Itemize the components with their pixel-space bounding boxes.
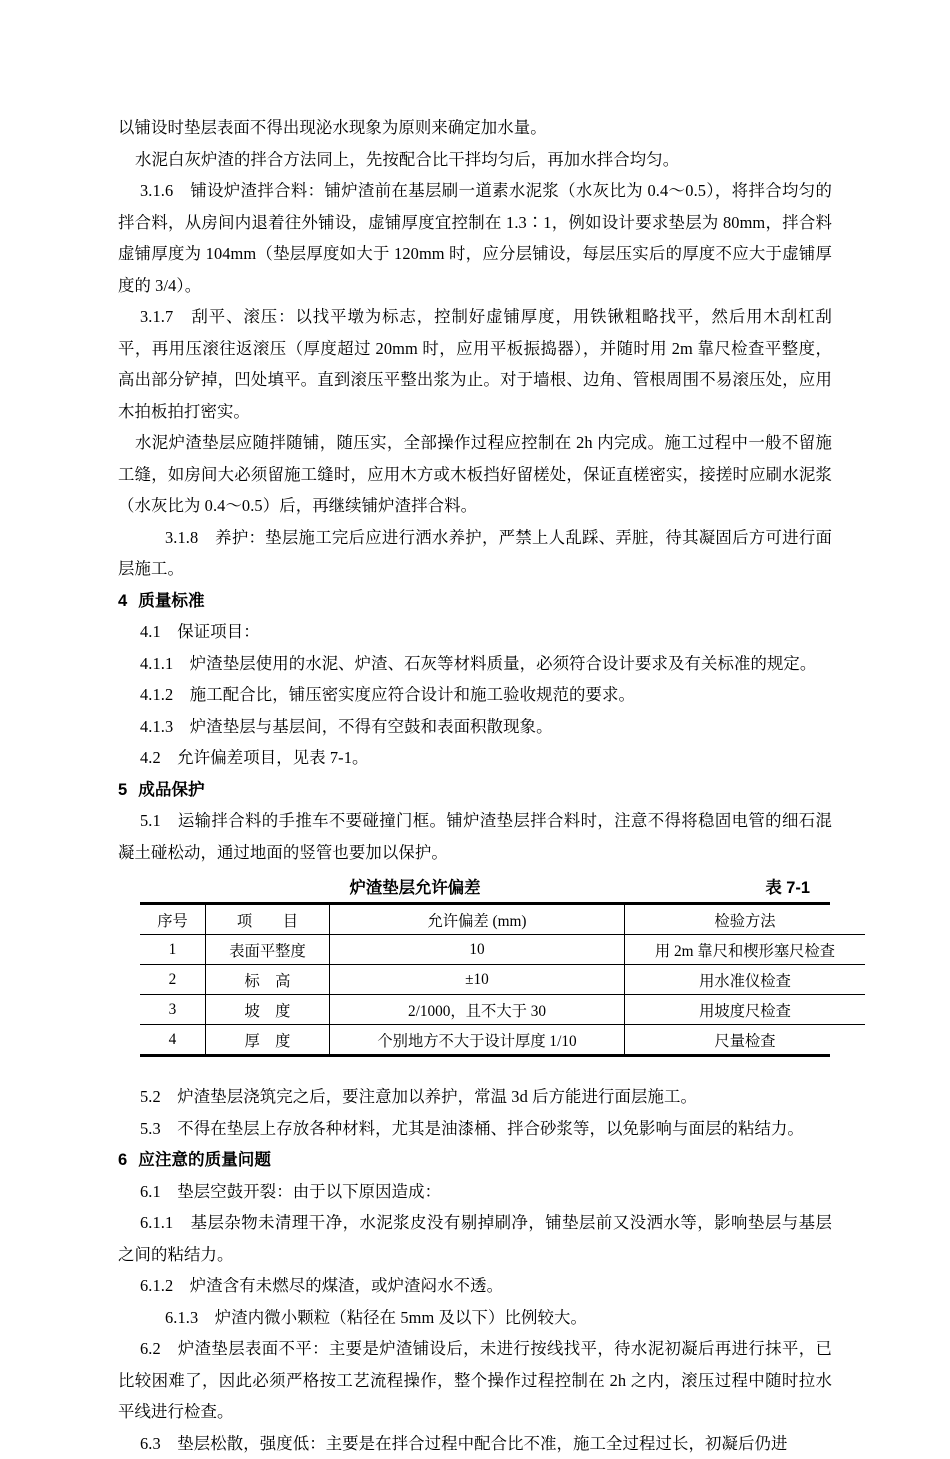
heading-product-protection — [118, 774, 832, 806]
heading-number: 4 — [118, 591, 127, 610]
cell-method: 用 2m 靠尺和楔形塞尺检查 — [625, 935, 866, 965]
cell-item: 坡 度 — [206, 995, 330, 1025]
column-header-method: 检验方法 — [625, 905, 866, 935]
document-content — [118, 112, 832, 1459]
paragraph-6-1: 6.1 垫层空鼓开裂：由于以下原因造成： — [118, 1176, 832, 1208]
cell-item: 表面平整度 — [206, 935, 330, 965]
cell-method: 尺量检查 — [625, 1025, 866, 1055]
paragraph-6-2: 6.2 炉渣垫层表面不平：主要是炉渣铺设后，未进行按线找平，待水泥初凝后再进行抹平，已比较困难了，因此必须严格按工艺流程操作，整个操作过程控制在 2h 之内，滚压过程中随时拉水平线进行检查。 — [118, 1333, 832, 1428]
column-header-deviation: 允许偏差 (mm) — [330, 905, 625, 935]
paragraph-4-1: 4.1 保证项目： — [118, 616, 832, 648]
heading-title: 质量标准 — [138, 591, 204, 610]
heading-title: 应注意的质量问题 — [138, 1150, 271, 1169]
table-row — [140, 995, 865, 1025]
table-row — [140, 1025, 865, 1055]
cell-method: 用水准仪检查 — [625, 965, 866, 995]
cell-deviation: 个别地方不大于设计厚度 1/10 — [330, 1025, 625, 1055]
table-caption — [118, 874, 832, 902]
cell-deviation: 10 — [330, 935, 625, 965]
cell-no: 4 — [140, 1025, 206, 1055]
column-header-item: 项 目 — [206, 905, 330, 935]
cell-deviation: ±10 — [330, 965, 625, 995]
paragraph-6-1-2: 6.1.2 炉渣含有未燃尽的煤渣，或炉渣闷水不透。 — [118, 1270, 832, 1302]
section-issues-paragraphs — [118, 1176, 832, 1459]
heading-number: 5 — [118, 780, 127, 799]
paragraph-3-1-8: 3.1.8 养护：垫层施工完后应进行洒水养护，严禁上人乱踩、弄脏，待其凝固后方可进行面层施工。 — [118, 522, 832, 585]
deviation-table — [140, 905, 865, 1054]
paragraph-3-1-7: 3.1.7 刮平、滚压：以找平墩为标志，控制好虚铺厚度，用铁锹粗略找平，然后用木刮杠刮平，再用压滚往返滚压（厚度超过 20mm 时，应用平板振捣器），并随时用 2m 靠尺检查平整度，高出部分铲掉，凹处填平。直到滚压平整出浆为止。对于墙根、边角、管根周围不易滚压处，应用木拍板拍打密实。 — [118, 301, 832, 427]
column-header-no: 序号 — [140, 905, 206, 935]
paragraph-4-1-1: 4.1.1 炉渣垫层使用的水泥、炉渣、石灰等材料质量，必须符合设计要求及有关标准的规定。 — [118, 648, 832, 680]
paragraph-5-2: 5.2 炉渣垫层浇筑完之后，要注意加以养护，常温 3d 后方能进行面层施工。 — [118, 1081, 832, 1113]
cell-no: 3 — [140, 995, 206, 1025]
cell-item: 厚 度 — [206, 1025, 330, 1055]
cell-no: 2 — [140, 965, 206, 995]
section-quality-paragraphs — [118, 616, 832, 774]
paragraph-5-3: 5.3 不得在垫层上存放各种材料，尤其是油漆桶、拌合砂浆等，以免影响与面层的粘结力。 — [118, 1113, 832, 1145]
table-row — [140, 965, 865, 995]
table-number: 表 7-1 — [765, 874, 810, 898]
paragraph-3-1-6: 3.1.6 铺设炉渣拌合料：铺炉渣前在基层刷一道素水泥浆（水灰比为 0.4～0.5），将拌合均匀的拌合料，从房间内退着往外铺设，虚铺厚度宜控制在 1.3∶1，例如设计要求垫层为 80mm，拌合料虚铺厚度为 104mm（垫层厚度如大于 120mm 时，应分层铺设，每层压实后的厚度不应大于虚铺厚度的 3/4）。 — [118, 175, 832, 301]
paragraph-4-2: 4.2 允许偏差项目，见表 7-1。 — [118, 742, 832, 774]
paragraph-6-1-3: 6.1.3 炉渣内微小颗粒（粘径在 5mm 及以下）比例较大。 — [118, 1302, 832, 1334]
paragraph: 水泥炉渣垫层应随拌随铺，随压实，全部操作过程应控制在 2h 内完成。施工过程中一般不留施工缝，如房间大必须留施工缝时，应用木方或木板挡好留槎处，保证直槎密实，接搓时应刷水泥浆（水灰比为 0.4～0.5）后，再继续铺炉渣拌合料。 — [118, 427, 832, 522]
paragraph-6-3: 6.3 垫层松散，强度低：主要是在拌合过程中配合比不准，施工全过程过长，初凝后仍进 — [118, 1428, 832, 1459]
heading-quality-issues — [118, 1144, 832, 1176]
section-protection-after-table — [118, 1081, 832, 1144]
paragraph-4-1-2: 4.1.2 施工配合比，铺压密实度应符合设计和施工验收规范的要求。 — [118, 679, 832, 711]
heading-title: 成品保护 — [138, 780, 204, 799]
cell-deviation: 2/1000，且不大于 30 — [330, 995, 625, 1025]
table-row — [140, 935, 865, 965]
paragraph: 以铺设时垫层表面不得出现泌水现象为原则来确定加水量。 — [118, 112, 832, 144]
deviation-table-block — [118, 874, 832, 1057]
table-title: 炉渣垫层允许偏差 — [118, 874, 832, 898]
section-construction-paragraphs — [118, 112, 832, 585]
table-header-row — [140, 905, 865, 935]
paragraph-6-1-1: 6.1.1 基层杂物未清理干净，水泥浆皮没有剔掉刷净，铺垫层前又没洒水等，影响垫层与基层之间的粘结力。 — [118, 1207, 832, 1270]
cell-method: 用坡度尺检查 — [625, 995, 866, 1025]
cell-no: 1 — [140, 935, 206, 965]
heading-number: 6 — [118, 1150, 127, 1169]
cell-item: 标 高 — [206, 965, 330, 995]
paragraph-4-1-3: 4.1.3 炉渣垫层与基层间，不得有空鼓和表面积散现象。 — [118, 711, 832, 743]
paragraph-5-1: 5.1 运输拌合料的手推车不要碰撞门框。铺炉渣垫层拌合料时，注意不得将稳固电管的细石混凝土碰松动，通过地面的竖管也要加以保护。 — [118, 805, 832, 868]
paragraph: 水泥白灰炉渣的拌合方法同上，先按配合比干拌均匀后，再加水拌合均匀。 — [118, 144, 832, 176]
table-bottom-rule — [140, 1054, 830, 1057]
heading-quality-standard — [118, 585, 832, 617]
